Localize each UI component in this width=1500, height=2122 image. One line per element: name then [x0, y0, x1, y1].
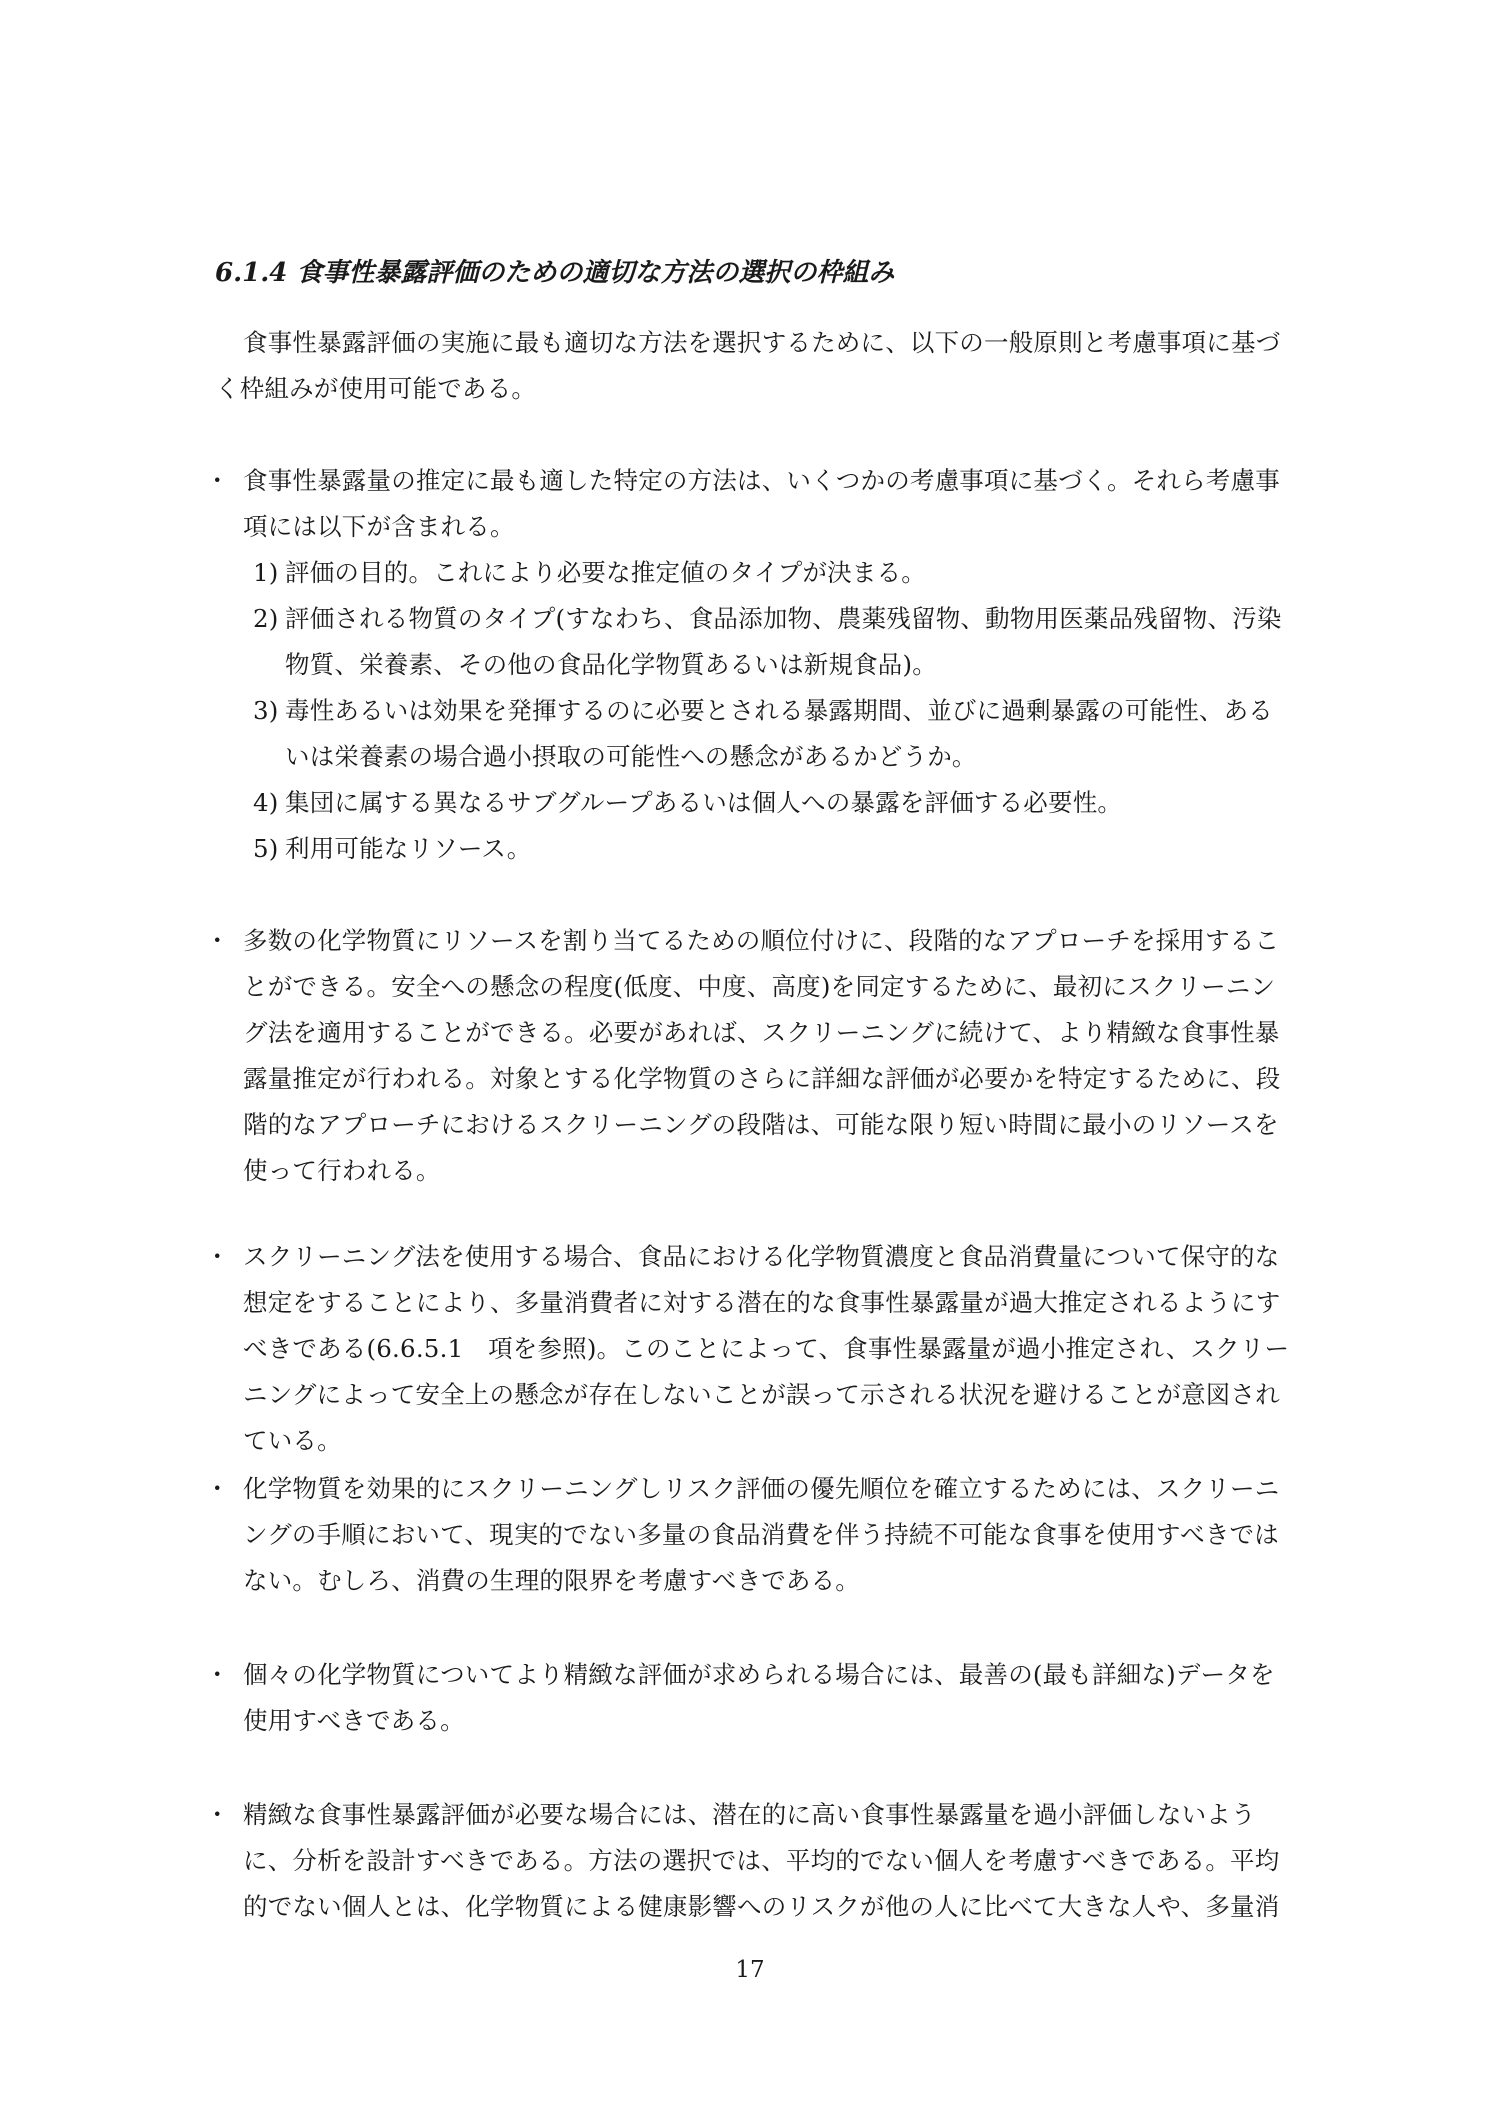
sub-item-text: 集団に属する異なるサブグループあるいは個人への暴露を評価する必要性。	[285, 788, 1123, 817]
bullet-item	[205, 918, 1295, 1194]
sub-item-text: 評価される物質のタイプ(すなわち、食品添加物、農薬残留物、動物用医薬品残留物、汚染物質、栄養素、その他の食品化学物質あるいは新規食品)。	[285, 604, 1282, 679]
sub-list	[243, 550, 1295, 872]
bullet-text: 化学物質を効果的にスクリーニングしリスク評価の優先順位を確立するためには、スクリーニングの手順において、現実的でない多量の食品消費を伴う持続不可能な食事を使用すべきではない。むしろ、消費の生理的限界を考慮すべきである。	[243, 1474, 1280, 1595]
bullet-item	[205, 1652, 1295, 1744]
sub-item-text: 毒性あるいは効果を発揮するのに必要とされる暴露期間、並びに過剰暴露の可能性、あるいは栄養素の場合過小摂取の可能性への懸念があるかどうか。	[285, 696, 1273, 771]
sub-item-text: 利用可能なリソース。	[285, 834, 532, 863]
sub-list-item	[243, 780, 1295, 826]
bullet-text: 個々の化学物質についてより精緻な評価が求められる場合には、最善の(最も詳細な)データを使用すべきである。	[243, 1660, 1275, 1735]
bullet-mark: ・	[205, 466, 230, 495]
bullet-mark: ・	[205, 1474, 230, 1503]
sub-item-number: 2)	[253, 604, 279, 633]
bullet-text: 精緻な食事性暴露評価が必要な場合には、潜在的に高い食事性暴露量を過小評価しないように、分析を設計すべきである。方法の選択では、平均的でない個人を考慮すべきである。平均的でない個人とは、化学物質による健康影響へのリスクが他の人に比べて大きな人や、多量消	[243, 1800, 1280, 1921]
bullet-item	[205, 1466, 1295, 1604]
page-number: 17	[735, 1957, 765, 1983]
sub-item-number: 4)	[253, 788, 279, 817]
sub-item-number: 5)	[253, 834, 279, 863]
sub-item-text: 評価の目的。これにより必要な推定値のタイプが決まる。	[285, 558, 926, 587]
bullet-item	[205, 1792, 1295, 1930]
sub-list-item	[243, 688, 1295, 780]
bullet-mark: ・	[205, 1660, 230, 1689]
bullet-body	[243, 458, 1295, 872]
bullet-text: 食事性暴露量の推定に最も適した特定の方法は、いくつかの考慮事項に基づく。それら考慮事項には以下が含まれる。	[243, 466, 1280, 541]
bullet-mark: ・	[205, 1242, 230, 1271]
intro-paragraph: 食事性暴露評価の実施に最も適切な方法を選択するために、以下の一般原則と考慮事項に基づく枠組みが使用可能である。	[215, 328, 1281, 403]
bullet-mark: ・	[205, 926, 230, 955]
sub-list-item	[243, 596, 1295, 688]
sub-item-number: 1)	[253, 558, 279, 587]
sub-item-number: 3)	[253, 696, 279, 725]
bullet-text: スクリーニング法を使用する場合、食品における化学物質濃度と食品消費量について保守的な想定をすることにより、多量消費者に対する潜在的な食事性暴露量が過大推定されるようにすべきである(6.6.5.1 項を参照)。このことによって、食事性暴露量が過小推定され、スクリーニングによって安全上の懸念が存在しないことが誤って示される状況を避けることが意図されている。	[243, 1242, 1290, 1455]
sub-list-item	[243, 550, 1295, 596]
bullet-item	[205, 458, 1295, 872]
bullet-text: 多数の化学物質にリソースを割り当てるための順位付けに、段階的なアプローチを採用することができる。安全への懸念の程度(低度、中度、高度)を同定するために、最初にスクリーニング法を適用することができる。必要があれば、スクリーニングに続けて、より精緻な食事性暴露量推定が行われる。対象とする化学物質のさらに詳細な評価が必要かを特定するために、段階的なアプローチにおけるスクリーニングの段階は、可能な限り短い時間に最小のリソースを使って行われる。	[243, 926, 1281, 1185]
section-heading: 6.1.4 食事性暴露評価のための適切な方法の選択の枠組み	[215, 258, 895, 288]
sub-list-item	[243, 826, 1295, 872]
bullet-mark: ・	[205, 1800, 230, 1829]
bullet-item	[205, 1234, 1295, 1464]
